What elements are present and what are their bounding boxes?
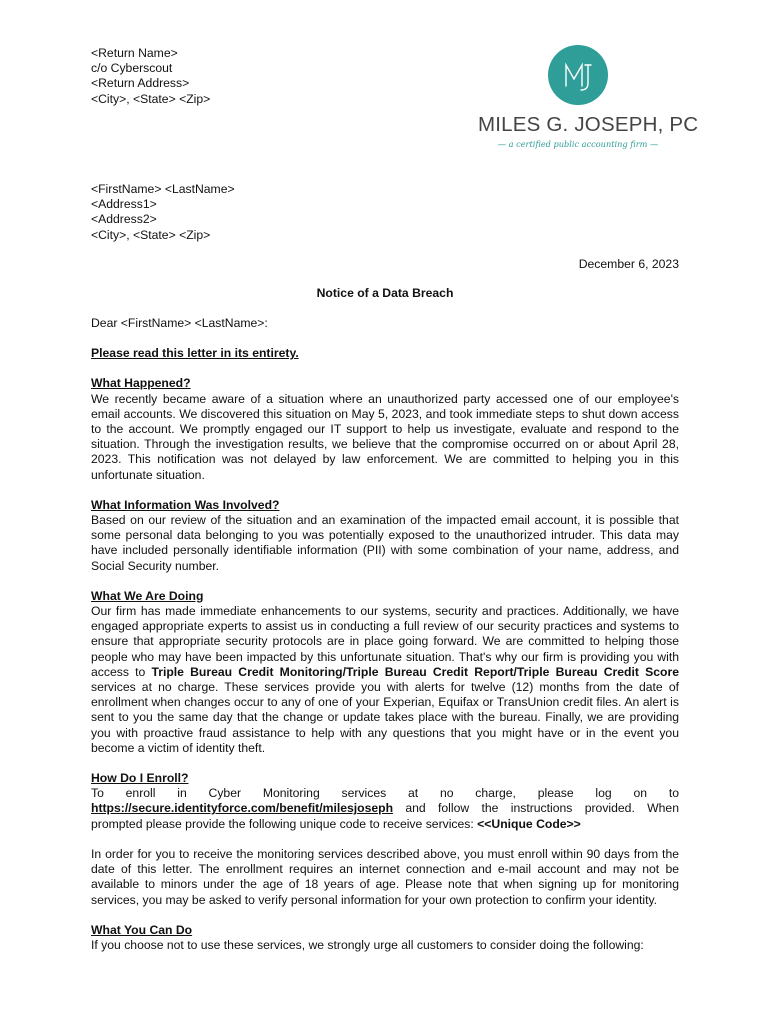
letter-title: Notice of a Data Breach xyxy=(316,286,454,300)
return-name: <Return Name> xyxy=(91,46,178,60)
what-happened-text: We recently became aware of a situation where an unauthorized party accessed one of our employee's email accounts. We discovered this situation on May 5, 2023, and took immediate steps to shut down access to the account. We promptly engaged our IT support to help us investigate, evaluate and respond to the situation. Through the investigation results, we believe that the compromise occurred on or about April 28, 2023. This notification was not delayed by law enforcement. We are committed to helping you in this unfortunate situation. xyxy=(91,391,679,482)
return-city-state-zip: <City>, <State> <Zip> xyxy=(91,91,211,106)
enroll-deadline-text: In order for you to receive the monitoring services described above, you must enroll within 90 days from the date of this letter. The enrollment requires an internet connection and e-mail account and may not be available to minors under the age of 18 years of age. Please note that when signing up for monitoring services, you may be asked to verify personal information for your own protection to confirm your identity. xyxy=(91,846,679,907)
salutation: Dear <FirstName> <LastName>: xyxy=(91,316,268,330)
what-we-do-text-start: Our firm has made immediate enhancements to our systems, security and practices. Additionally, we have engaged appropriate experts to assist us in conducting a full review of our security practices and systems to ensure that appropriate security protocols are in place going forward. We are committed to helping those people who may have been impacted by this unfortunate situation. That's why our firm is providing you with access to xyxy=(91,604,679,679)
service-name: Triple Bureau Credit Monitoring/Triple Bureau Credit Report/Triple Bureau Credit Score xyxy=(151,664,679,679)
company-name: MILES G. JOSEPH, PC xyxy=(478,113,699,136)
recipient-address-1: <Address1> xyxy=(91,197,157,212)
what-you-can-do-heading: What You Can Do xyxy=(91,922,193,937)
info-involved-heading: What Information Was Involved? xyxy=(91,497,280,512)
intro-notice: Please read this letter in its entirety. xyxy=(91,346,299,361)
recipient-city-state-zip: <City>, <State> <Zip> xyxy=(91,227,211,242)
unique-code: <<Unique Code>> xyxy=(477,816,581,831)
letter-date: December 6, 2023 xyxy=(578,257,679,271)
enroll-text-start: To enroll in Cyber Monitoring services at no charge, please log on to xyxy=(91,786,679,801)
recipient-address-2: <Address2> xyxy=(91,212,157,227)
letter-body xyxy=(91,316,679,953)
what-happened-heading: What Happened? xyxy=(91,376,191,391)
company-tagline: — a certified public accounting firm — xyxy=(497,139,659,149)
what-we-do-text xyxy=(91,604,679,756)
enroll-text-end: and follow the instructions provided. When prompted please provide the following unique code to receive services: xyxy=(91,801,679,831)
info-involved-text: Based on our review of the situation and an examination of the impacted email account, it is possible that some personal data belonging to you was potentially exposed to the unauthorized intruder. This data may have included personally identifiable information (PII) with some combination of your name, address, and Social Security number. xyxy=(91,513,679,573)
enroll-text xyxy=(91,786,679,832)
recipient-name: <FirstName> <LastName> xyxy=(91,182,235,196)
what-you-can-do-text: If you choose not to use these services, we strongly urge all customers to consider doing the following: xyxy=(91,937,644,952)
mj-monogram-logo-icon xyxy=(548,45,608,105)
return-address xyxy=(91,46,210,107)
recipient-address xyxy=(91,182,235,243)
return-care-of: c/o Cyberscout xyxy=(91,61,173,76)
enroll-heading: How Do I Enroll? xyxy=(91,771,189,786)
return-street: <Return Address> xyxy=(91,76,190,91)
what-we-do-heading: What We Are Doing xyxy=(91,588,204,603)
company-logo xyxy=(478,42,699,154)
what-we-do-text-end: services at no charge. These services provide you with alerts for twelve (12) months from the date of enrollment when changes occur to any of one of your Experian, Equifax or TransUnion credit files. An alert is sent to you the same day that the change or update takes place with the bureau. Finally, we are providing you with proactive fraud assistance to help with any questions that you might have or in the event you become a victim of identity theft. xyxy=(91,680,679,755)
enrollment-link[interactable]: https://secure.identityforce.com/benefit/milesjoseph xyxy=(91,801,394,816)
